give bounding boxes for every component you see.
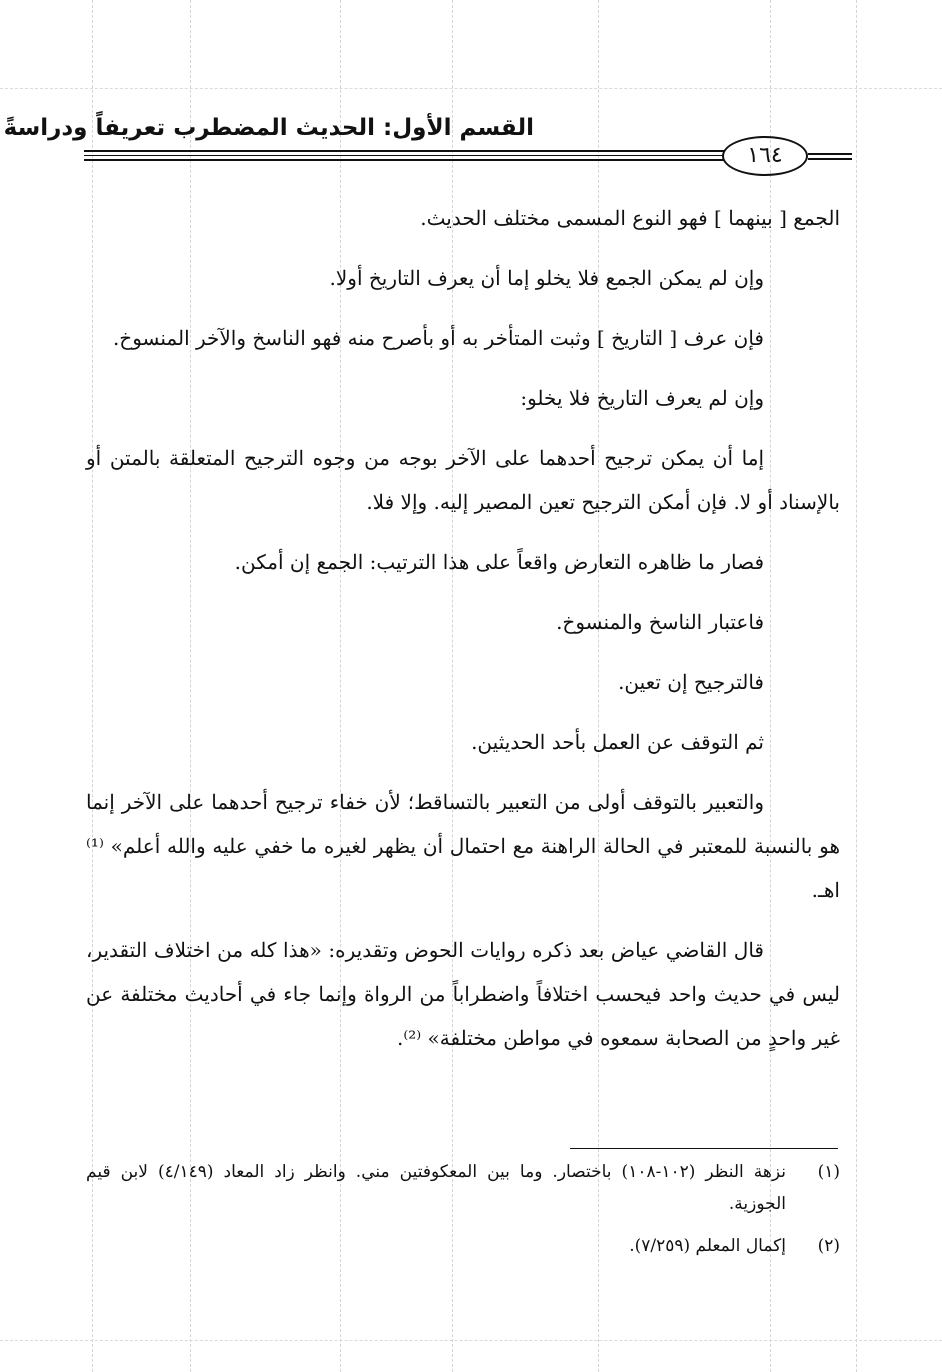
footnote-text: نزهة النظر (١٠٢-١٠٨) باختصار. وما بين المعكوفتين مني. وانظر زاد المعاد (٤/١٤٩) لابن قيم الجوزية.	[86, 1162, 786, 1214]
paragraph: ثم التوقف عن العمل بأحد الحديثين.	[471, 730, 764, 754]
footnote-number: (١)	[817, 1162, 840, 1182]
paragraph: وإن لم يمكن الجمع فلا يخلو إما أن يعرف التاريخ أولا.	[329, 266, 764, 290]
paragraph: فإن عرف [ التاريخ ] وثبت المتأخر به أو بأصرح منه فهو الناسخ والآخر المنسوخ.	[112, 326, 764, 350]
paragraph: والتعبير بالتوقف أولى من التعبير بالتساقط؛ لأن خفاء ترجيح أحدهما على الآخر إنما هو بالنسبة للمعتبر في الحالة الراهنة مع احتمال أن يظهر لغيره ما خفي عليه والله أعلم» ⁽¹⁾اهـ.	[86, 790, 840, 902]
header-rule	[84, 159, 724, 161]
paragraph: فصار ما ظاهره التعارض واقعاً على هذا الترتيب: الجمع إن أمكن.	[234, 550, 764, 574]
running-header-title: القسم الأول: الحديث المضطرب تعريفاً ودراسةً	[3, 115, 534, 141]
paragraph: قال القاضي عياض بعد ذكره روايات الحوض وتقديره: «هذا كله من اختلاف التقدير، ليس في حديث واحد فيحسب اختلافاً واضطراباً من الرواة وإنما جاء في أحاديث مختلفة عن غير واحدٍ من الصحابة سمعوه في مواطن مختلفة» ⁽²⁾.	[86, 938, 840, 1050]
header-rule	[84, 155, 724, 156]
paragraph: إما أن يمكن ترجيح أحدهما على الآخر بوجه من وجوه الترجيح المتعلقة بالمتن أو بالإسناد أو لا. فإن أمكن الترجيح تعين المصير إليه. وإلا فلا.	[86, 446, 840, 514]
header-rule	[84, 150, 724, 152]
header-rule	[808, 158, 852, 160]
footnote	[86, 1230, 840, 1262]
header-rule	[808, 153, 852, 155]
body-text	[86, 196, 840, 1076]
footnote	[86, 1156, 840, 1220]
paragraph: الجمع [ بينهما ] فهو النوع المسمى مختلف الحديث.	[420, 206, 840, 230]
paragraph: وإن لم يعرف التاريخ فلا يخلو:	[520, 386, 764, 410]
paragraph: فاعتبار الناسخ والمنسوخ.	[556, 610, 764, 634]
scan-guide-line	[0, 1340, 942, 1341]
paragraph: فالترجيح إن تعين.	[618, 670, 764, 694]
page-number: ١٦٤	[722, 136, 808, 176]
footnotes	[86, 1156, 840, 1272]
footnote-text: إكمال المعلم (٧/٢٥٩).	[629, 1236, 786, 1256]
scan-guide-line	[0, 88, 942, 89]
footnote-number: (٢)	[817, 1236, 840, 1256]
footnote-separator	[570, 1148, 838, 1149]
scan-guide-line	[856, 0, 857, 1372]
